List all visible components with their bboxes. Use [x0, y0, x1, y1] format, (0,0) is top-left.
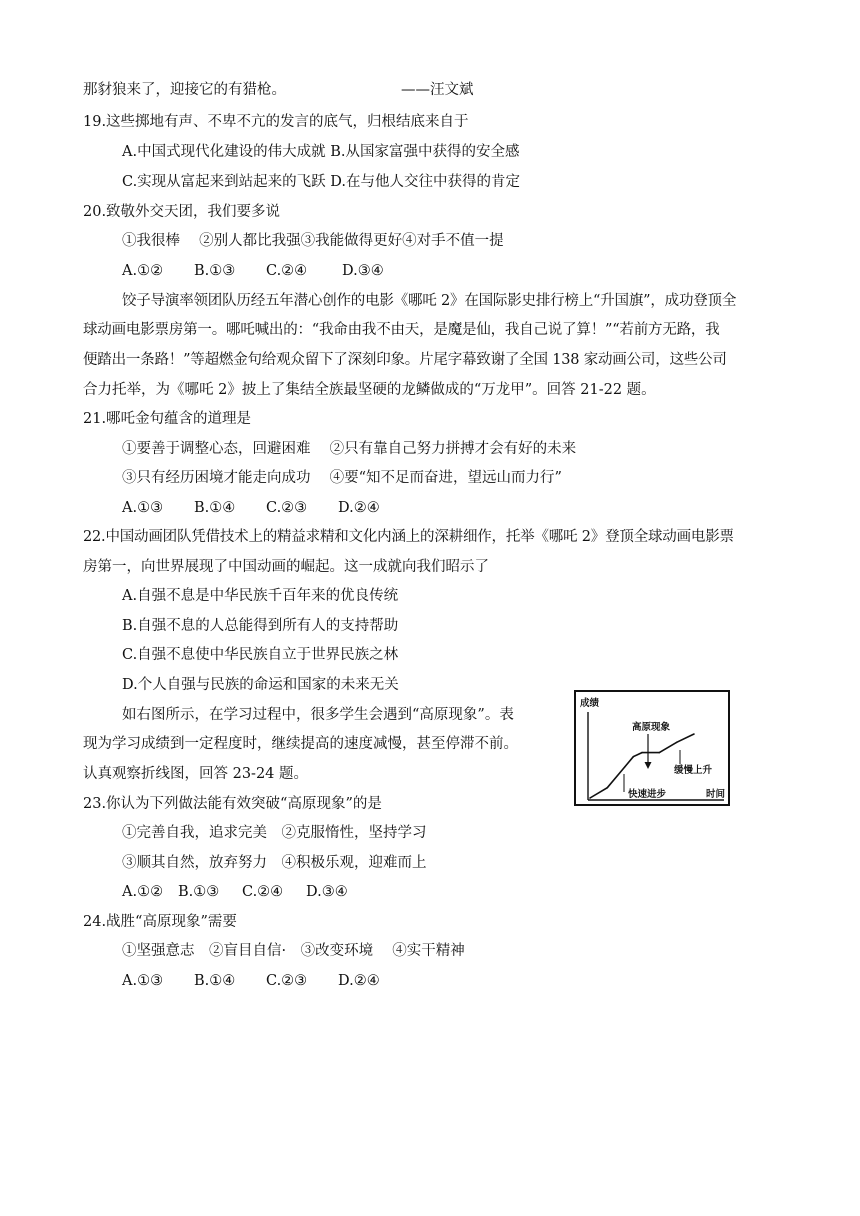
data-point — [676, 742, 678, 744]
choice-c: C.②④ — [266, 263, 308, 279]
question-23-items-2: ③顺其自然，放弃努力 ④积极乐观，迎难而上 — [122, 855, 427, 871]
passage-nezha-line-4: 合力托举，为《哪吒 2》披上了集结全族最坚硬的龙鳞做成的“万龙甲”。回答 21-22 题。 — [83, 382, 656, 398]
data-point — [641, 752, 643, 754]
x-axis-label: 时间 — [706, 789, 726, 800]
quote-text: 那豺狼来了，迎接它的有猎枪。 — [83, 82, 286, 98]
question-24-stem: 24.战胜“高原现象”需要 — [83, 914, 237, 930]
data-point — [659, 752, 661, 754]
question-20-stem: 20.致敬外交天团，我们要多说 — [83, 204, 281, 220]
choice-d: D.②④ — [338, 500, 380, 516]
question-22-option-b: B.自强不息的人总能得到所有人的支持帮助 — [122, 618, 399, 634]
passage-nezha-line-2: 球动画电影票房第一。哪吒喊出的：“我命由我不由天，是魔是仙，我自己说了算！”“若前方无路，我 — [83, 322, 720, 338]
question-22-option-a: A.自强不息是中华民族千百年来的优良传统 — [122, 588, 399, 604]
question-24-items: ①坚强意志 ②盲目自信· ③改变环境 ④实干精神 — [122, 943, 465, 959]
question-20-choices — [122, 261, 384, 281]
question-21-items-1: ①要善于调整心态，回避困难 ②只有靠自己努力拼搏才会有好的未来 — [122, 441, 577, 457]
choice-b: B.①④ — [194, 973, 236, 989]
data-point — [633, 756, 635, 758]
question-22-option-d: D.个人自强与民族的命运和国家的未来无关 — [122, 677, 399, 693]
choice-b: B.①③ — [194, 263, 236, 279]
choice-d: D.③④ — [306, 884, 348, 900]
question-19-stem: 19.这些掷地有声、不卑不亢的发言的底气，归根结底来自于 — [83, 114, 469, 130]
passage-plateau-line-3: 认真观察折线图，回答 23-24 题。 — [83, 766, 309, 782]
choice-a: A.①② — [122, 884, 164, 900]
choice-a: A.①③ — [122, 973, 164, 989]
choice-a: A.①③ — [122, 500, 164, 516]
quote-line — [83, 80, 474, 100]
question-19-options-ab: A.中国式现代化建设的伟大成就 B.从国家富强中获得的安全感 — [122, 144, 520, 160]
choice-d: D.②④ — [338, 973, 380, 989]
question-20-items: ①我很棒 ②别人都比我强③我能做得更好④对手不值一提 — [122, 233, 504, 249]
quote-author: ——汪文斌 — [401, 82, 474, 98]
question-22-stem-2: 房第一，向世界展现了中国动画的崛起。这一成就向我们昭示了 — [83, 559, 489, 575]
passage-plateau-line-1: 如右图所示，在学习过程中，很多学生会遇到“高原现象”。表 — [122, 707, 514, 723]
choice-b: B.①③ — [178, 884, 220, 900]
passage-plateau-line-2: 现为学习成绩到一定程度时，继续提高的速度减慢，甚至停滞不前。 — [83, 736, 518, 752]
question-23-choices — [122, 882, 348, 902]
question-22-stem-1: 22.中国动画团队凭借技术上的精益求精和文化内涵上的深耕细作，托举《哪吒 2》登顶全球动画电影票 — [83, 529, 734, 545]
data-point — [607, 787, 609, 789]
annotation-slow-rise: 缓慢上升 — [674, 765, 713, 776]
y-axis-label: 成绩 — [580, 698, 600, 709]
choice-b: B.①④ — [194, 500, 236, 516]
question-24-choices — [122, 971, 380, 991]
annotation-plateau-arrowhead — [645, 762, 652, 769]
question-21-choices — [122, 498, 380, 518]
question-21-stem: 21.哪吒金句蕴含的道理是 — [83, 411, 252, 427]
question-21-items-2: ③只有经历困境才能走向成功 ④要“知不足而奋进，望远山而力行” — [122, 470, 562, 486]
choice-c: C.②③ — [266, 973, 308, 989]
passage-nezha-line-1: 饺子导演率领团队历经五年潜心创作的电影《哪吒 2》在国际影史排行榜上“升国旗”，成功登顶全 — [122, 293, 737, 309]
plateau-chart-svg — [576, 692, 727, 803]
choice-c: C.②④ — [242, 884, 284, 900]
annotation-fast-progress: 快速进步 — [628, 789, 667, 800]
question-22-option-c: C.自强不息使中华民族自立于世界民族之林 — [122, 647, 399, 663]
data-point — [624, 766, 626, 768]
annotation-plateau: 高原现象 — [632, 722, 671, 733]
plateau-line-chart — [574, 690, 730, 806]
question-19-options-cd: C.实现从富起来到站起来的飞跃 D.在与他人交往中获得的肯定 — [122, 174, 521, 190]
passage-nezha-line-3: 便踏出一条路！”等超燃金句给观众留下了深刻印象。片尾字幕致谢了全国 138 家动画公司，这些公司 — [83, 352, 727, 368]
question-23-stem: 23.你认为下列做法能有效突破“高原现象”的是 — [83, 796, 382, 812]
choice-a: A.①② — [122, 263, 164, 279]
data-point — [589, 797, 591, 799]
choice-c: C.②③ — [266, 500, 308, 516]
choice-d: D.③④ — [342, 263, 384, 279]
data-point — [693, 733, 695, 735]
question-23-items-1: ①完善自我，追求完美 ②克服惰性，坚持学习 — [122, 825, 427, 841]
